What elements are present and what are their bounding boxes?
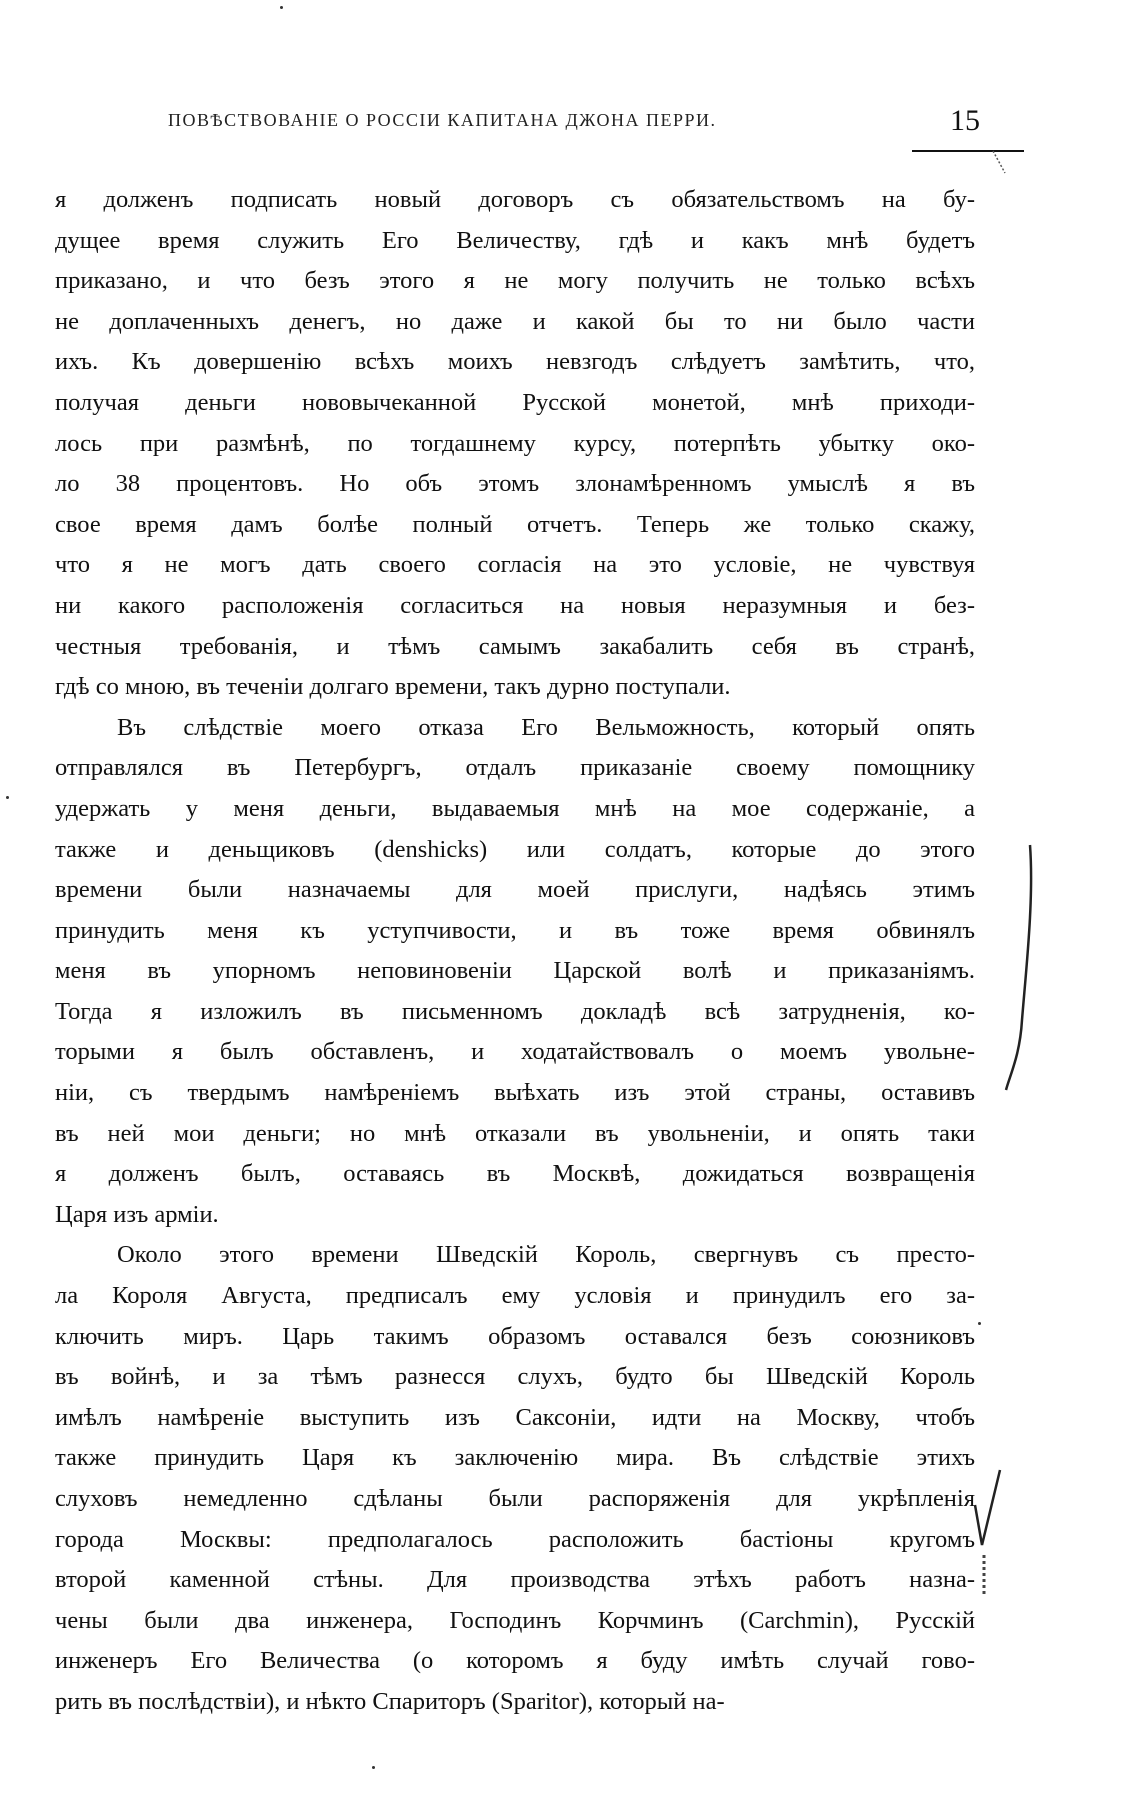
text-line: ла Короля Августа, предписалъ ему условія и принудилъ его за- xyxy=(55,1282,975,1310)
text-line: ни какого расположенія согласиться на новыя неразумныя и без- xyxy=(55,591,975,619)
ink-speck xyxy=(6,796,9,799)
text-line: рить въ послѣдствіи), и нѣкто Спариторъ (Sparitor), который на- xyxy=(55,1687,725,1715)
ink-speck xyxy=(978,1322,981,1325)
text-line: дущее время служить Его Величеству, гдѣ и какъ мнѣ будетъ xyxy=(55,226,975,254)
text-line: имѣлъ намѣреніе выступить изъ Саксоніи, идти на Москву, чтобъ xyxy=(55,1403,975,1431)
text-line: честныя требованія, и тѣмъ самымъ закабалить себя въ странѣ, xyxy=(55,632,975,660)
ink-speck xyxy=(372,1766,375,1769)
text-line: Тогда я изложилъ въ письменномъ докладѣ всѣ затрудненія, ко- xyxy=(55,997,975,1025)
text-line: второй каменной стѣны. Для производства этѣхъ работъ назна- xyxy=(55,1566,975,1594)
paragraph-first-line: Въ слѣдствіе моего отказа Его Вельможность, который опять xyxy=(117,713,975,741)
text-line: что я не могъ дать своего согласія на это условіе, не чувствуя xyxy=(55,551,975,579)
running-title: ПОВѢСТВОВАНІЕ О РОССІИ КАПИТАНА ДЖОНА ПЕРРИ. xyxy=(168,110,717,130)
text-line: отправлялся въ Петербургъ, отдалъ приказаніе своему помощнику xyxy=(55,754,975,782)
text-line: Царя изъ арміи. xyxy=(55,1200,219,1228)
text-line: меня въ упорномъ неповиновеніи Царской волѣ и приказаніямъ. xyxy=(55,957,975,985)
page-number: 15 xyxy=(950,104,980,137)
text-line: удержать у меня деньги, выдаваемыя мнѣ на мое содержаніе, а xyxy=(55,794,975,822)
margin-bracket-mark xyxy=(1000,840,1040,1100)
text-line: также и деньщиковъ (denshicks) или солдатъ, которые до этого xyxy=(55,835,975,863)
header-tick-mark xyxy=(990,148,1010,178)
text-line: въ ней мои деньги; но мнѣ отказали въ увольненіи, и опять таки xyxy=(55,1119,975,1147)
text-line: слуховъ немедленно сдѣланы были распоряженія для укрѣпленія xyxy=(55,1485,975,1512)
text-line: ло 38 процентовъ. Но объ этомъ злонамѣренномъ умыслѣ я въ xyxy=(55,470,975,498)
text-line: торыми я былъ обставленъ, и ходатайствовалъ о моемъ увольне- xyxy=(55,1038,975,1066)
text-line: свое время дамъ болѣе полный отчетъ. Теперь же только скажу, xyxy=(55,510,975,538)
text-line: въ войнѣ, и за тѣмъ разнесся слухъ, будто бы Шведскій Король xyxy=(55,1363,975,1391)
text-line: ихъ. Къ довершенію всѣхъ моихъ невзгодъ слѣдуетъ замѣтить, что, xyxy=(55,348,975,376)
text-line: я долженъ былъ, оставаясь въ Москвѣ, дожидаться возвращенія xyxy=(55,1160,975,1188)
text-line: получая деньги нововычеканной Русской монетой, мнѣ приходи- xyxy=(55,388,975,416)
text-line: чены были два инженера, Господинъ Корчминъ (Carchmin), Русскій xyxy=(55,1606,975,1634)
text-line: города Москвы: предполагалось расположить бастіоны кругомъ xyxy=(55,1525,975,1553)
text-line: лось при размѣнѣ, по тогдашнему курсу, потерпѣть убытку око- xyxy=(55,429,975,457)
text-line: ніи, съ твердымъ намѣреніемъ выѣхать изъ этой страны, оставивъ xyxy=(55,1079,975,1107)
text-line: также принудить Царя къ заключенію мира. Въ слѣдствіе этихъ xyxy=(55,1444,975,1472)
text-line: приказано, и что безъ этого я не могу получить не только всѣхъ xyxy=(55,267,975,295)
body-text xyxy=(55,180,975,1723)
text-line: инженеръ Его Величества (о которомъ я буду имѣть случай гово- xyxy=(55,1647,975,1675)
text-line: времени были назначаемы для моей прислуги, надѣясь этимъ xyxy=(55,876,975,904)
text-line: не доплаченныхъ денегъ, но даже и какой бы то ни было части xyxy=(55,307,975,335)
text-line: гдѣ со мною, въ теченіи долгаго времени, такъ дурно поступали. xyxy=(55,673,731,701)
ink-speck xyxy=(280,6,283,9)
text-line: ключить миръ. Царь такимъ образомъ оставался безъ союзниковъ xyxy=(55,1322,975,1350)
text-line: я долженъ подписать новый договоръ съ обязательствомъ на бу- xyxy=(55,186,975,213)
margin-check-mark xyxy=(970,1450,1010,1600)
paragraph-first-line: Около этого времени Шведскій Король, свергнувъ съ престо- xyxy=(117,1241,975,1269)
text-line: принудить меня къ уступчивости, и въ тоже время обвинялъ xyxy=(55,916,975,944)
